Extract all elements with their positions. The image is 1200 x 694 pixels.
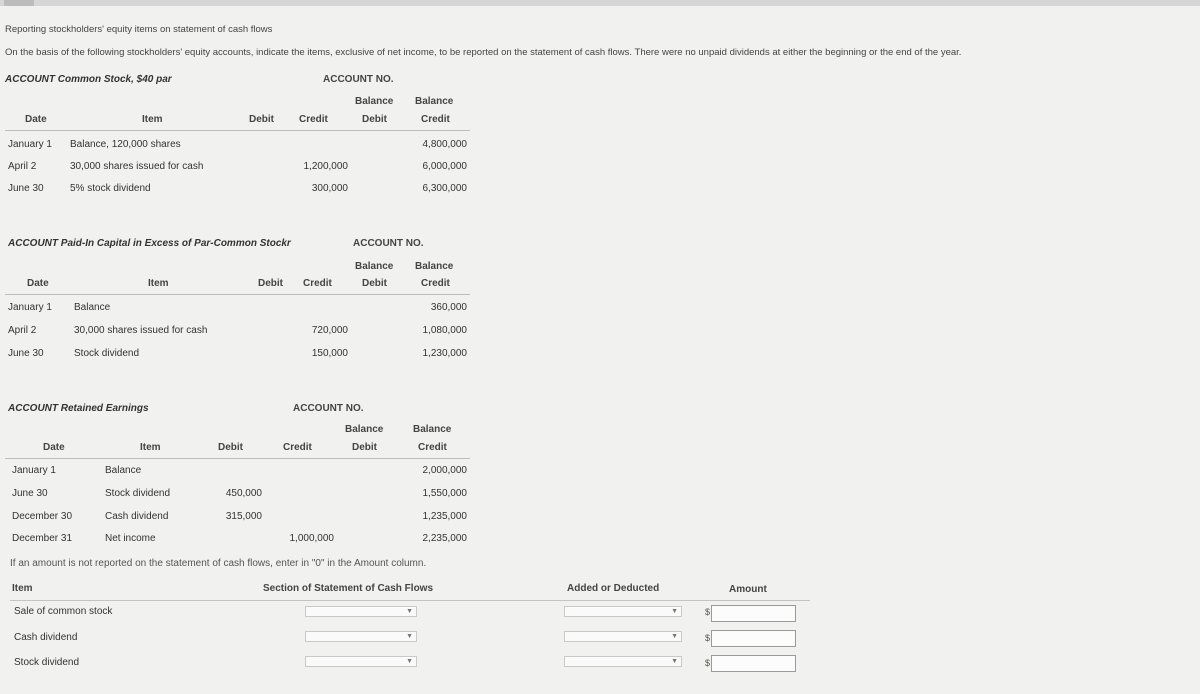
acct2-hdr-bal-credit-1: Balance <box>415 261 454 272</box>
acct3-hdr-bal-credit-2: Credit <box>418 442 447 453</box>
acct3-item: Net income <box>105 533 156 544</box>
chevron-down-icon: ▼ <box>671 608 678 615</box>
acct1-title: ACCOUNT Common Stock, $40 par <box>5 74 172 85</box>
acct2-date: April 2 <box>8 325 37 336</box>
acct1-item: 30,000 shares issued for cash <box>70 161 204 172</box>
acct3-date: January 1 <box>12 465 56 476</box>
acct3-item: Stock dividend <box>105 488 171 499</box>
acct3-hdr-item: Item <box>140 442 161 453</box>
acct3-date: December 30 <box>12 511 73 522</box>
acct2-bal-credit: 1,080,000 <box>422 325 467 336</box>
answer-hdr-item: Item <box>12 583 33 594</box>
acct1-item: Balance, 120,000 shares <box>70 139 181 150</box>
acct2-hdr-date: Date <box>27 278 49 289</box>
acct3-hdr-date: Date <box>43 442 65 453</box>
acct1-credit: 1,200,000 <box>303 161 348 172</box>
acct3-debit: 450,000 <box>225 488 262 499</box>
acct2-date: January 1 <box>8 302 52 313</box>
acct3-item: Cash dividend <box>105 511 169 522</box>
acct2-bal-credit: 360,000 <box>430 302 467 313</box>
acct1-hdr-bal-credit-1: Balance <box>415 96 454 107</box>
amount-input[interactable] <box>711 655 796 672</box>
acct2-item: Stock dividend <box>74 348 140 359</box>
added-deducted-select[interactable] <box>564 656 682 667</box>
acct2-hdr-credit: Credit <box>303 278 332 289</box>
top-tab <box>4 0 34 6</box>
chevron-down-icon: ▼ <box>406 633 413 640</box>
page-title: Reporting stockholders' equity items on statement of cash flows <box>5 24 273 35</box>
answer-note: If an amount is not reported on the statement of cash flows, enter in "0" in the Amount column. <box>10 558 427 569</box>
amount-input[interactable] <box>711 605 796 622</box>
answer-item-label: Cash dividend <box>14 632 78 643</box>
acct3-debit: 315,000 <box>225 511 262 522</box>
acct2-hdr-bal-credit-2: Credit <box>421 278 450 289</box>
acct2-date: June 30 <box>8 348 44 359</box>
acct2-account-no: ACCOUNT NO. <box>353 238 424 249</box>
acct3-hdr-bal-debit-2: Debit <box>352 442 377 453</box>
acct3-hdr-bal-debit-1: Balance <box>345 424 384 435</box>
added-deducted-select[interactable] <box>564 606 682 617</box>
acct1-hdr-bal-credit-2: Credit <box>421 114 450 125</box>
acct2-item: 30,000 shares issued for cash <box>74 325 208 336</box>
answer-item-label: Stock dividend <box>14 657 80 668</box>
chevron-down-icon: ▼ <box>671 658 678 665</box>
acct3-hdr-bal-credit-1: Balance <box>413 424 452 435</box>
acct3-bal-credit: 2,000,000 <box>422 465 467 476</box>
acct3-date: December 31 <box>12 533 73 544</box>
acct2-hdr-bal-debit-2: Debit <box>362 278 387 289</box>
chevron-down-icon: ▼ <box>406 608 413 615</box>
acct2-credit: 150,000 <box>311 348 348 359</box>
acct2-hdr-item: Item <box>148 278 169 289</box>
acct2-credit: 720,000 <box>311 325 348 336</box>
acct1-credit: 300,000 <box>311 183 348 194</box>
acct1-hdr-bal-debit-2: Debit <box>362 114 387 125</box>
acct2-item: Balance <box>74 302 111 313</box>
acct2-title: ACCOUNT Paid-In Capital in Excess of Par-Common Stockr <box>8 238 291 249</box>
acct1-date: April 2 <box>8 161 37 172</box>
section-select[interactable] <box>305 656 417 667</box>
answer-hdr-added: Added or Deducted <box>567 583 660 594</box>
instructions: On the basis of the following stockholders' equity accounts, indicate the items, exclusive of net income, to be reported on the statement of cash flows. There were no unpaid dividends at either the beginning or the end of the year. <box>5 47 962 58</box>
acct3-header-rule <box>5 458 470 459</box>
acct1-date: June 30 <box>8 183 44 194</box>
dollar-sign: $ <box>705 607 711 617</box>
acct2-hdr-bal-debit-1: Balance <box>355 261 394 272</box>
answer-item-label: Sale of common stock <box>14 606 113 617</box>
section-select[interactable] <box>305 631 417 642</box>
acct3-date: June 30 <box>12 488 48 499</box>
acct1-hdr-credit: Credit <box>299 114 328 125</box>
answer-header-rule <box>10 600 810 601</box>
acct3-bal-credit: 2,235,000 <box>422 533 467 544</box>
chevron-down-icon: ▼ <box>671 633 678 640</box>
acct3-bal-credit: 1,235,000 <box>422 511 467 522</box>
acct1-hdr-item: Item <box>142 114 163 125</box>
top-bar <box>0 0 1200 6</box>
acct3-account-no: ACCOUNT NO. <box>293 403 364 414</box>
section-select[interactable] <box>305 606 417 617</box>
amount-input[interactable] <box>711 630 796 647</box>
acct1-bal-credit: 6,300,000 <box>422 183 467 194</box>
acct3-hdr-debit: Debit <box>218 442 243 453</box>
acct3-bal-credit: 1,550,000 <box>422 488 467 499</box>
chevron-down-icon: ▼ <box>406 658 413 665</box>
added-deducted-select[interactable] <box>564 631 682 642</box>
acct1-bal-credit: 6,000,000 <box>422 161 467 172</box>
acct3-title: ACCOUNT Retained Earnings <box>8 403 149 414</box>
acct1-hdr-debit: Debit <box>249 114 274 125</box>
acct3-hdr-credit: Credit <box>283 442 312 453</box>
acct1-account-no: ACCOUNT NO. <box>323 74 394 85</box>
answer-hdr-amount: Amount <box>729 584 767 595</box>
dollar-sign: $ <box>705 658 711 668</box>
acct2-bal-credit: 1,230,000 <box>422 348 467 359</box>
acct1-item: 5% stock dividend <box>70 183 151 194</box>
answer-hdr-section: Section of Statement of Cash Flows <box>263 583 434 594</box>
acct1-hdr-date: Date <box>25 114 47 125</box>
acct1-bal-credit: 4,800,000 <box>422 139 467 150</box>
acct3-credit: 1,000,000 <box>289 533 334 544</box>
dollar-sign: $ <box>705 633 711 643</box>
acct2-header-rule <box>5 294 470 295</box>
acct1-hdr-bal-debit-1: Balance <box>355 96 394 107</box>
acct3-item: Balance <box>105 465 142 476</box>
acct1-date: January 1 <box>8 139 52 150</box>
acct1-header-rule <box>5 130 470 131</box>
acct2-hdr-debit: Debit <box>258 278 283 289</box>
